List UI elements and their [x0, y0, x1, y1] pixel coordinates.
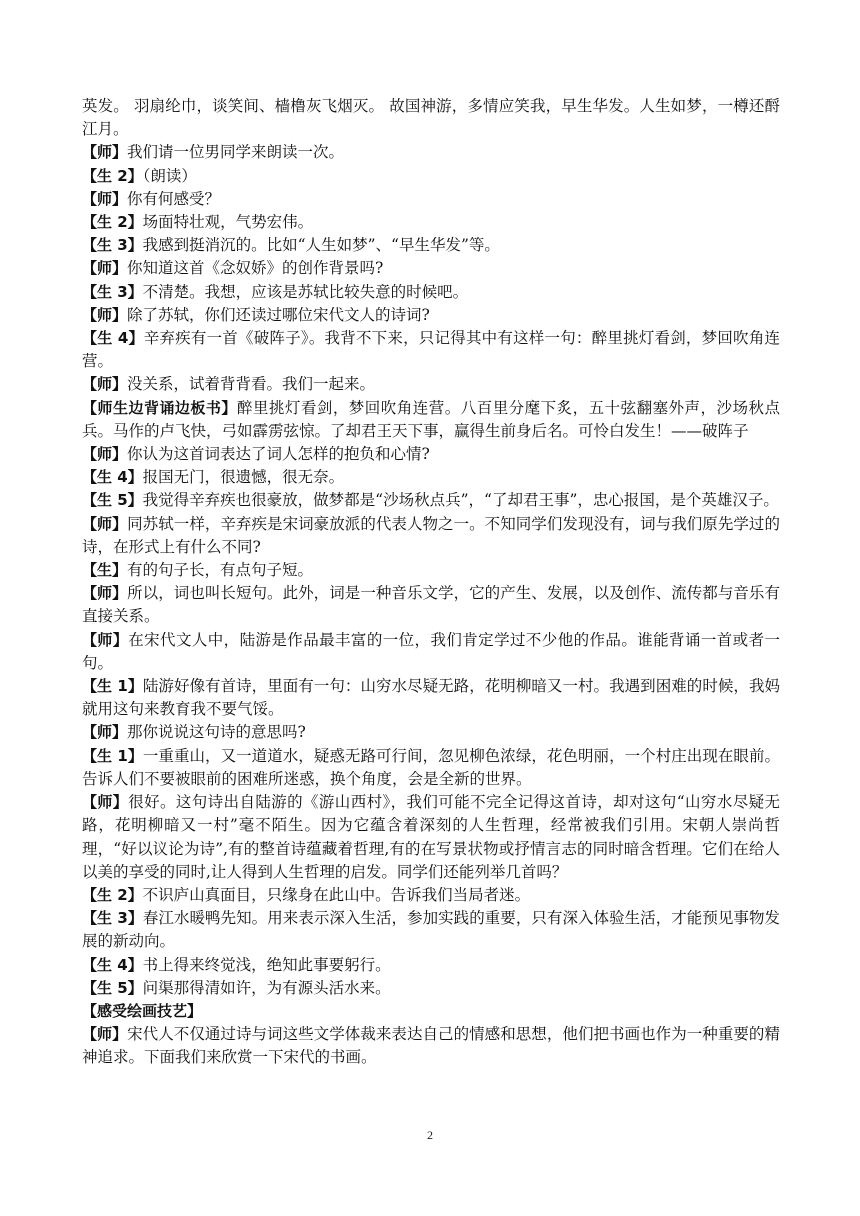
dialogue-paragraph — [82, 721, 780, 744]
paragraph-text: 书上得来终觉浅，绝知此事要躬行。 — [142, 955, 391, 974]
paragraph-text: 你知道这首《念奴娇》的创作背景吗? — [127, 259, 384, 278]
speaker-label: 【师】 — [82, 259, 128, 278]
speaker-label: 【生 3】 — [82, 909, 143, 928]
speaker-label: 【师】 — [82, 375, 128, 394]
paragraph-text: 所以，词也叫长短句。此外，词是一种音乐文学，它的产生、发展，以及创作、流传都与音乐有直接关系。 — [82, 584, 780, 626]
speaker-label: 【师】 — [82, 630, 129, 649]
paragraph-text: 场面特壮观，气势宏伟。 — [142, 213, 314, 232]
document-body — [82, 95, 780, 1070]
paragraph-text: 宋代人不仅通过诗与词这些文学体裁来表达自己的情感和思想，他们把书画也作为一种重要的精神追求。下面我们来欣赏一下宋代的书画。 — [82, 1025, 780, 1067]
speaker-label: 【生 1】 — [82, 677, 143, 696]
paragraph-text: 你认为这首词表达了词人怎样的抱负和心情? — [127, 445, 430, 464]
paragraph-text: 报国无门，很遗憾，很无奈。 — [142, 468, 345, 487]
speaker-label: 【生 2】 — [82, 885, 143, 904]
speaker-label: 【师】 — [82, 584, 128, 603]
paragraph-text: 不识庐山真面目，只缘身在此山中。告诉我们当局者迷。 — [142, 885, 531, 904]
dialogue-paragraph — [82, 1023, 780, 1069]
dialogue-paragraph — [82, 1000, 780, 1023]
speaker-label: 【师生边背诵边板书】 — [82, 398, 237, 417]
speaker-label: 【生 4】 — [82, 468, 143, 487]
dialogue-paragraph — [82, 165, 780, 188]
speaker-label: 【师】 — [82, 189, 128, 208]
speaker-label: 【师】 — [82, 723, 128, 742]
dialogue-paragraph — [82, 466, 780, 489]
dialogue-paragraph — [82, 234, 780, 257]
dialogue-paragraph — [82, 304, 780, 327]
dialogue-paragraph — [82, 327, 780, 373]
dialogue-paragraph — [82, 211, 780, 234]
dialogue-paragraph — [82, 397, 780, 443]
speaker-label: 【生 2】 — [82, 166, 143, 185]
dialogue-paragraph — [82, 257, 780, 280]
page-number: 2 — [427, 1128, 433, 1142]
paragraph-text: 不清楚。我想，应该是苏轼比较失意的时候吧。 — [142, 282, 469, 301]
dialogue-paragraph — [82, 675, 780, 721]
paragraph-text: 我感到挺消沉的。比如“人生如梦”、“早生华发”等。 — [142, 236, 500, 255]
paragraph-text: 我觉得辛弃疾也很豪放，做梦都是“沙场秋点兵”，“了却君王事”，忠心报国，是个英雄汉子。 — [142, 491, 779, 510]
paragraph-text: 除了苏轼，你们还读过哪位宋代文人的诗词? — [127, 305, 430, 324]
dialogue-paragraph — [82, 559, 780, 582]
speaker-label: 【生 5】 — [82, 978, 143, 997]
dialogue-paragraph — [82, 188, 780, 211]
speaker-label: 【生 1】 — [82, 746, 143, 765]
paragraph-text: 一重重山，又一道道水，疑惑无路可行间，忽见柳色浓绿，花色明丽，一个村庄出现在眼前。告诉人们不要被眼前的困难所迷惑，换个角度，会是全新的世界。 — [82, 746, 780, 788]
dialogue-paragraph — [82, 373, 780, 396]
dialogue-paragraph — [82, 907, 780, 953]
paragraph-text: 很好。这句诗出自陆游的《游山西村》，我们可能不完全记得这首诗，却对这句“山穷水尽疑无路，花明柳暗又一村”毫不陌生。因为它蕴含着深刻的人生哲理，经常被我们引用。宋朝人崇尚哲理，“好以议论为诗”,有的整首诗蕴藏着哲理,有的在写景状物或抒情言志的同时暗含哲理。它们在给人以美的享受的同时,让人得到人生哲理的启发。同学们还能列举几首吗？ — [82, 793, 780, 881]
paragraph-text: （朗读） — [142, 166, 197, 185]
paragraph-text: 同苏轼一样，辛弃疾是宋词豪放派的代表人物之一。不知同学们发现没有，词与我们原先学过的诗，在形式上有什么不同? — [82, 514, 780, 556]
paragraph-text: 没关系，试着背背看。我们一起来。 — [127, 375, 376, 394]
dialogue-paragraph — [82, 791, 780, 884]
speaker-label: 【生 3】 — [82, 236, 143, 255]
paragraph-text: 有的句子长，有点句子短。 — [127, 561, 314, 580]
dialogue-paragraph — [82, 745, 780, 791]
paragraph-text: 我们请一位男同学来朗读一次。 — [127, 143, 345, 162]
dialogue-paragraph — [82, 954, 780, 977]
dialogue-paragraph — [82, 95, 780, 141]
speaker-label: 【生 5】 — [82, 491, 143, 510]
dialogue-paragraph — [82, 141, 780, 164]
speaker-label: 【生】 — [82, 561, 128, 580]
speaker-label: 【师】 — [82, 305, 128, 324]
speaker-label: 【师】 — [82, 1025, 128, 1044]
dialogue-paragraph — [82, 513, 780, 559]
speaker-label: 【生 3】 — [82, 282, 143, 301]
dialogue-paragraph — [82, 884, 780, 907]
speaker-label: 【师】 — [82, 793, 129, 812]
paragraph-text: 在宋代文人中，陆游是作品最丰富的一位，我们肯定学过不少他的作品。谁能背诵一首或者一句。 — [82, 630, 780, 672]
section-heading: 【感受绘画技艺】 — [82, 1001, 203, 1020]
paragraph-text: 那你说说这句诗的意思吗? — [127, 723, 306, 742]
paragraph-text: 陆游好像有首诗，里面有一句：山穷水尽疑无路，花明柳暗又一村。我遇到困难的时候，我妈就用这句来教育我不要气馁。 — [82, 677, 780, 719]
dialogue-paragraph — [82, 443, 780, 466]
speaker-label: 【生 2】 — [82, 213, 143, 232]
paragraph-text: 英发。 羽扇纶巾，谈笑间、樯橹灰飞烟灭。 故国神游，多情应笑我，早生华发。人生如梦，一樽还酹江月。 — [82, 97, 780, 139]
paragraph-text: 你有何感受？ — [127, 189, 221, 208]
speaker-label: 【生 4】 — [82, 955, 143, 974]
paragraph-text: 春江水暖鸭先知。用来表示深入生活，参加实践的重要，只有深入体验生活，才能预见事物发展的新动向。 — [82, 909, 780, 951]
speaker-label: 【生 4】 — [82, 329, 144, 348]
dialogue-paragraph — [82, 489, 780, 512]
dialogue-paragraph — [82, 582, 780, 628]
paragraph-text: 醉里挑灯看剑，梦回吹角连营。八百里分麾下炙，五十弦翻塞外声，沙场秋点兵。马作的卢飞快，弓如霹雳弦惊。了却君王天下事，赢得生前身后名。可怜白发生！——破阵子 — [82, 398, 780, 440]
speaker-label: 【师】 — [82, 514, 128, 533]
dialogue-paragraph — [82, 977, 780, 1000]
paragraph-text: 问渠那得清如许，为有源头活水来。 — [142, 978, 391, 997]
dialogue-paragraph — [82, 629, 780, 675]
paragraph-text: 辛弃疾有一首《破阵子》。我背不下来，只记得其中有这样一句：醉里挑灯看剑，梦回吹角连营。 — [82, 329, 780, 371]
dialogue-paragraph — [82, 281, 780, 304]
speaker-label: 【师】 — [82, 445, 128, 464]
speaker-label: 【师】 — [82, 143, 128, 162]
